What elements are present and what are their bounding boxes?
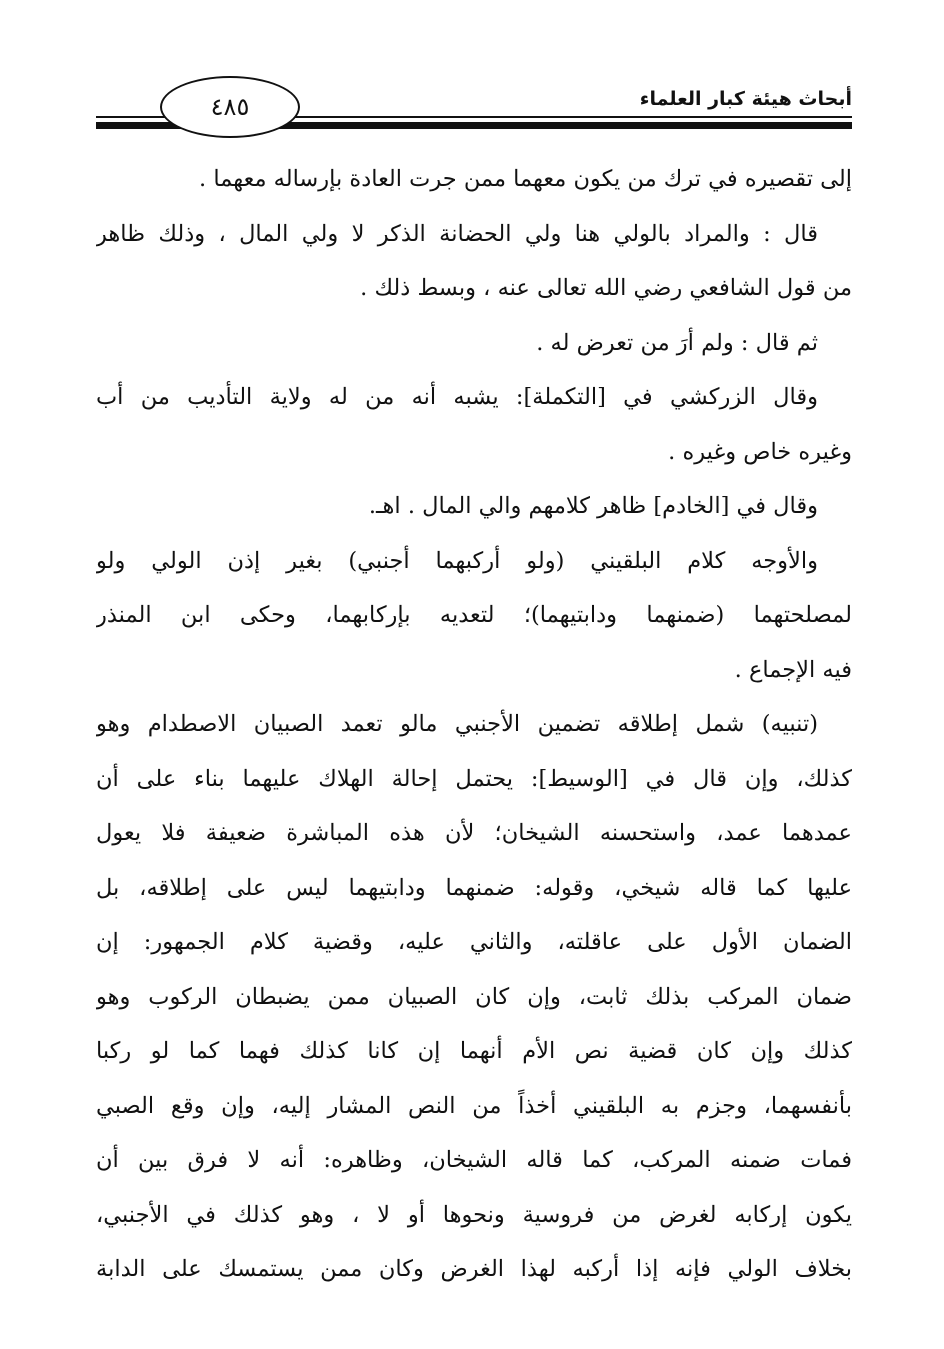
page-number: ٤٨٥ [210, 93, 250, 121]
text-line: فيه الإجماع . [734, 656, 852, 683]
text-line: عمدهما عمد، واستحسنه الشيخان؛ لأن هذه المباشرة ضعيفة فلا يعول [96, 820, 852, 846]
page-number-badge [160, 76, 300, 138]
text-line: وقال الزركشي في [التكملة]: يشبه أنه من له ولاية التأديب من أب [96, 384, 818, 410]
text-line: إلى تقصيره في ترك من يكون معهما ممن جرت العادة بإرساله معهما . [199, 166, 852, 192]
text-line: ضمان المركب بذلك ثابت، وإن كان الصبيان ممن يضبطان الركوب وهو [96, 983, 852, 1010]
text-line: لمصلحتهما (ضمنهما ودابتيهما)؛ لتعديه بإركابهما، وحكى ابن المنذر [96, 602, 852, 628]
text-line: والأوجه كلام البلقيني (ولو أركبهما أجنبي) بغير إذن الولي ولو [96, 547, 818, 574]
text-line: بخلاف الولي فإنه إذا أركبه لهذا الغرض وكان ممن يستمسك على الدابة [96, 1256, 852, 1282]
text-line: من قول الشافعي رضي الله تعالى عنه ، وبسط ذلك . [360, 275, 852, 301]
text-line: فمات ضمنه المركب، كما قاله الشيخان، وظاهره: أنه لا فرق بين أن [96, 1147, 852, 1173]
text-line: عليها كما قاله شيخي، وقوله: ضمنهما ودابتيهما ليس على إطلاقه، بل [96, 874, 852, 901]
text-line: وقال في [الخادم] ظاهر كلامهم والي المال . اهـ. [368, 493, 818, 519]
text-line: قال : والمراد بالولي هنا ولي الحضانة الذكر لا ولي المال ، وذلك ظاهر [96, 220, 818, 247]
text-line: ثم قال : ولم أرَ من تعرض له . [536, 329, 818, 356]
body-text [96, 152, 852, 1297]
text-line: وغيره خاص وغيره . [668, 438, 852, 465]
page-header [96, 70, 852, 144]
text-line: كذلك وإن كان قضية نص الأم أنهما إن كانا كذلك فهما كما لو ركبا [96, 1038, 852, 1064]
text-line: الضمان الأول على عاقلته، والثاني عليه، وقضية كلام الجمهور: إن [96, 929, 852, 955]
text-line: كذلك، وإن قال في [الوسيط]: يحتمل إحالة الهلاك عليهما بناء على أن [96, 765, 852, 792]
running-title: أبحاث هيئة كبار العلماء [639, 88, 852, 110]
text-line: يكون إركابه لغرض من فروسية ونحوها أو لا ، وهو كذلك في الأجنبي، [96, 1201, 852, 1228]
text-line: بأنفسهما، وجزم به البلقيني أخذاً من النص المشار إليه، وإن وقع الصبي [96, 1092, 852, 1119]
text-line: (تنبيه) شمل إطلاقه تضمين الأجنبي مالو تعمد الصبيان الاصطدام وهو [96, 711, 818, 737]
